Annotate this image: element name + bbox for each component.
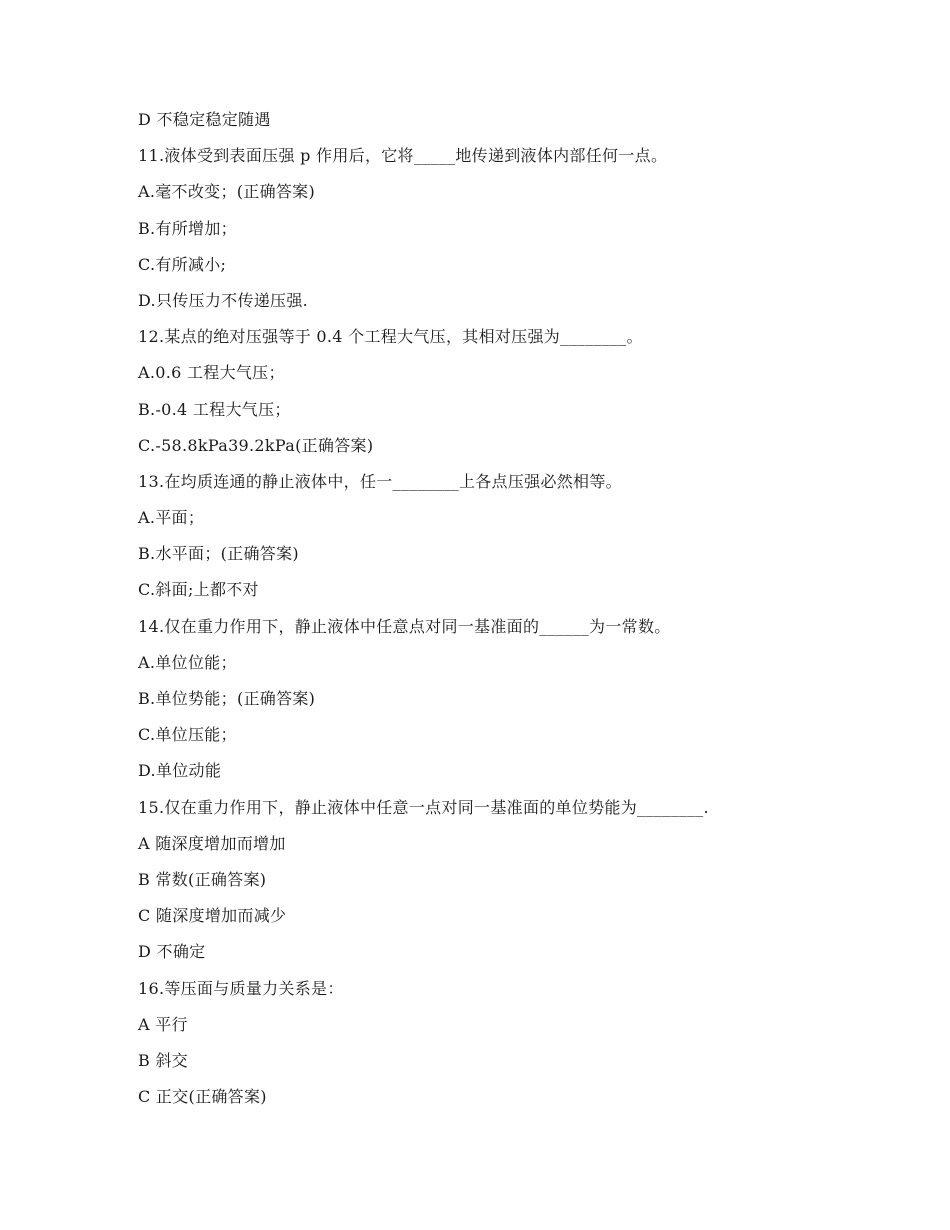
question-14: 14.仅在重力作用下，静止液体中任意点对同一基准面的______为一常数。 [138, 616, 671, 636]
option-d-q15: D 不确定 [138, 942, 206, 962]
option-b-q14: B.单位势能；(正确答案) [138, 689, 316, 708]
option-c-q15: C 随深度增加而减少 [138, 906, 287, 926]
option-a-q12: A.0.6 工程大气压； [138, 363, 285, 383]
question-11: 11.液体受到表面压强 p 作用后，它将_____地传递到液体内部任何一点。 [138, 146, 668, 166]
option-a-q13: A.平面； [138, 508, 205, 528]
option-b-q16: B 斜交 [138, 1050, 189, 1070]
question-15: 15.仅在重力作用下，静止液体中任意一点对同一基准面的单位势能为________. [138, 797, 709, 817]
option-c-q13: C.斜面;上都不对 [138, 580, 259, 600]
option-c-q11: C.有所减小; [138, 254, 227, 274]
option-a-q16: A 平行 [138, 1014, 188, 1034]
option-c-q14: C.单位压能； [138, 725, 237, 745]
option-c-q16: C 正交(正确答案) [138, 1087, 267, 1107]
option-a-q15: A 随深度增加而增加 [138, 833, 286, 853]
option-d-q10: D 不稳定稳定随遇 [138, 110, 271, 129]
option-b-q11: B.有所增加； [138, 218, 237, 238]
option-b-q12: B.-0.4 工程大气压； [138, 399, 291, 419]
option-b-q15: B 常数(正确答案) [138, 869, 267, 889]
document-body [138, 111, 878, 1124]
question-12: 12.某点的绝对压强等于 0.4 个工程大气压，其相对压强为________。 [138, 327, 643, 347]
option-d-q11: D.只传压力不传递压强. [138, 290, 309, 310]
option-d-q14: D.单位动能 [138, 761, 222, 781]
option-a-q11: A.毫不改变；(正确答案) [138, 182, 316, 202]
question-13: 13.在均质连通的静止液体中，任一________上各点压强必然相等。 [138, 471, 622, 491]
question-16: 16.等压面与质量力关系是： [138, 978, 344, 998]
option-c-q12: C.-58.8kPa39.2kPa(正确答案) [138, 435, 374, 455]
option-a-q14: A.单位位能； [138, 652, 237, 672]
option-b-q13: B.水平面；(正确答案) [138, 544, 299, 564]
